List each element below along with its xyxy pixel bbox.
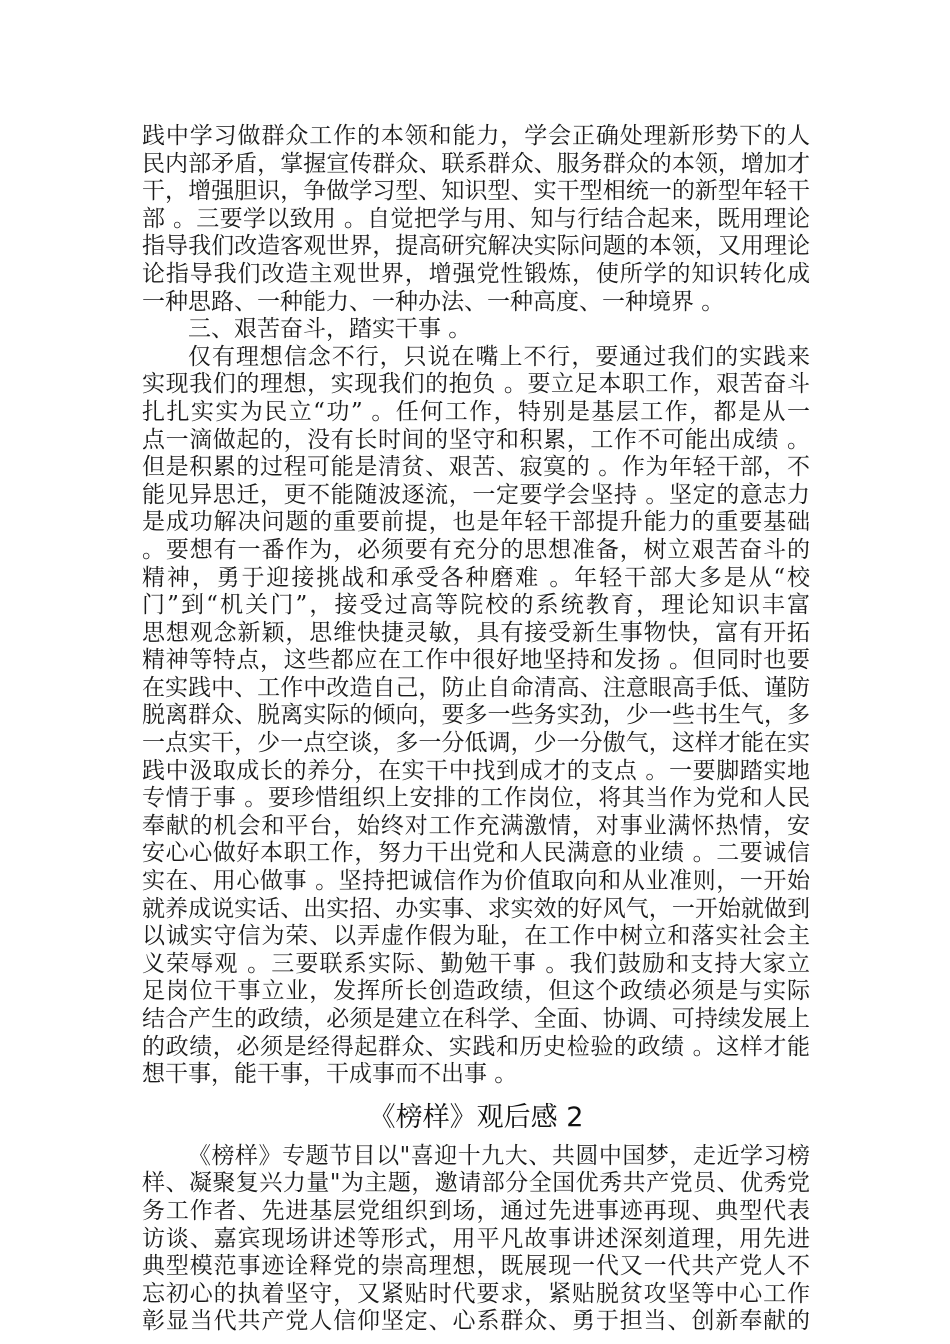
text-line: 样、凝聚复兴力量"为主题，邀请部分全国优秀共产党员、优秀党 [142, 1170, 810, 1197]
text-line: 义荣辱观 。三要联系实际、勤勉干事 。我们鼓励和支持大家立 [142, 950, 810, 977]
text-line: 干，增强胆识，争做学习型、知识型、实干型相统一的新型年轻干 [142, 178, 810, 205]
article-title: 《榜样》观后感 2 [368, 1101, 584, 1133]
text-line: 门”到“机关门”，接受过高等院校的系统教育，理论知识丰富 [142, 592, 810, 619]
text-line: 点一滴做起的，没有长时间的坚守和积累，工作不可能出成绩 。 [142, 426, 810, 453]
text-line: 但是积累的过程可能是清贫、艰苦、寂寞的 。作为年轻干部，不 [142, 454, 810, 481]
text-line: 结合产生的政绩，必须是建立在科学、全面、协调、可持续发展上 [142, 1006, 810, 1032]
section1-tail [142, 123, 810, 316]
text-line: 专情于事 。要珍惜组织上安排的工作岗位，将其当作为党和人民 [142, 785, 810, 812]
text-line: 思想观念新颖，思维快捷灵敏，具有接受新生事物快，富有开拓 [142, 619, 810, 646]
text-line: 是成功解决问题的重要前提，也是年轻干部提升能力的重要基础 [142, 509, 810, 536]
text-line: 民内部矛盾，掌握宣传群众、联系群众、服务群众的本领，增加才 [142, 150, 810, 177]
text-line: 以诚实守信为荣、以弄虚作假为耻，在工作中树立和落实社会主 [142, 923, 810, 950]
text-line: 能见异思迁，更不能随波逐流，一定要学会坚持 。坚定的意志力 [142, 481, 810, 508]
text-line: 一种思路、一种能力、一种办法、一种高度、一种境界 。 [142, 288, 725, 315]
text-line: 脱离群众、脱离实际的倾向，要多一些务实劲，少一些书生气，多 [142, 702, 810, 729]
text-line: 精神等特点，这些都应在工作中很好地坚持和发扬 。但同时也要 [142, 647, 810, 674]
text-line: 足岗位干事立业，发挥所长创造政绩，但这个政绩必须是与实际 [142, 978, 810, 1005]
text-line: 务工作者、先进基层党组织到场，通过先进事迹再现、典型代表 [142, 1197, 810, 1224]
text-line: 实在、用心做事 。坚持把诚信作为价值取向和从业准则，一开始 [142, 868, 810, 895]
text-line: 就养成说实话、出实招、办实事、求实效的好风气，一开始就做到 [142, 895, 810, 922]
article2-body [142, 1143, 810, 1336]
text-line: 在实践中、工作中改造自己，防止自命清高、注意眼高手低、谨防 [142, 674, 810, 701]
text-line: 践中汲取成长的养分，在实干中找到成才的支点 。一要脚踏实地 [142, 757, 810, 784]
text-line: 精神，勇于迎接挑战和承受各种磨难 。年轻干部大多是从“校 [142, 564, 810, 591]
text-line: 一点实干，少一点空谈，多一分低调，少一分傲气，这样才能在实 [142, 730, 810, 757]
text-line: 部 。三要学以致用 。自觉把学与用、知与行结合起来，既用理论 [142, 205, 810, 232]
text-line: 忘初心的执着坚守，又紧贴时代要求，紧贴脱贫攻坚等中心工作 [142, 1280, 810, 1307]
section3-body [142, 344, 810, 1089]
text-line: 奉献的机会和平台，始终对工作充满激情，对事业满怀热情，安 [142, 812, 810, 839]
paragraph-first-line: 仅有理想信念不行，只说在嘴上不行，要通过我们的实践来 [188, 343, 810, 370]
paragraph-first-line: 《榜样》专题节目以"喜迎十九大、共圆中国梦，走近学习榜 [188, 1142, 810, 1169]
text-line: 。要想有一番作为，必须要有充分的思想准备，树立艰苦奋斗的 [142, 536, 810, 563]
text-line: 实现我们的理想，实现我们的抱负 。要立足本职工作，艰苦奋斗 [142, 371, 810, 398]
section3-heading: 三、艰苦奋斗，踏实干事 。 [188, 316, 472, 343]
text-line: 扎扎实实为民立“功” 。任何工作，特别是基层工作，都是从一 [142, 398, 810, 425]
text-line: 论指导我们改造主观世界，增强党性锻炼，使所学的知识转化成 [142, 260, 810, 287]
text-line: 践中学习做群众工作的本领和能力，学会正确处理新形势下的人 [142, 123, 810, 149]
text-line: 彰显当代共产党人信仰坚定、心系群众、勇于担当、创新奉献的 [142, 1308, 810, 1335]
text-line: 想干事，能干事，干成事而不出事 。 [142, 1061, 518, 1088]
text-line: 访谈、嘉宾现场讲述等形式，用平凡故事讲述深刻道理，用先进 [142, 1225, 810, 1252]
text-line: 安心心做好本职工作，努力干出党和人民满意的业绩 。二要诚信 [142, 840, 810, 867]
document-page [142, 123, 810, 1336]
text-line: 指导我们改造客观世界，提高研究解决实际问题的本领，又用理论 [142, 233, 810, 260]
text-line: 典型模范事迹诠释党的崇高理想，既展现一代又一代共产党人不 [142, 1253, 810, 1280]
text-line: 的政绩，必须是经得起群众、实践和历史检验的政绩 。这样才能 [142, 1033, 810, 1060]
